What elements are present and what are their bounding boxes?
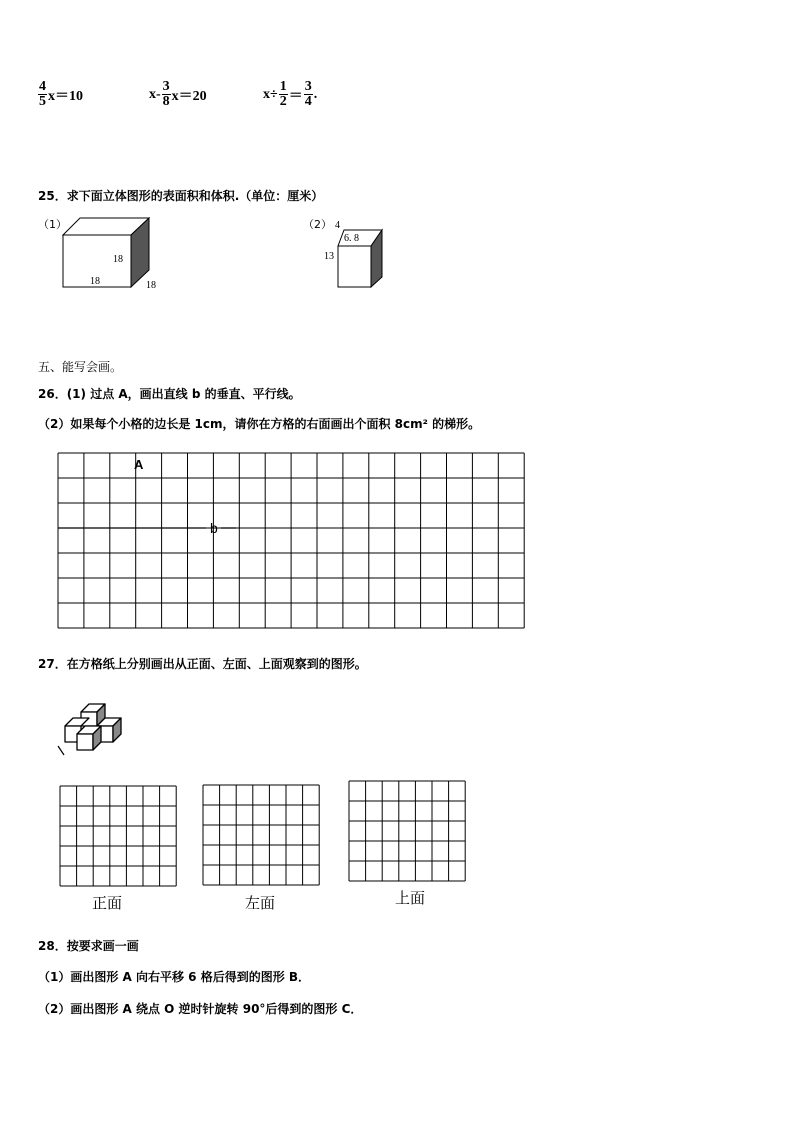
denominator: 8 — [162, 94, 170, 109]
q28-part1: （1）画出图形 A 向右平移 6 格后得到的图形 B． — [38, 970, 311, 984]
equation-rest: x＝10 — [48, 88, 83, 104]
fig2-top-label: 4 — [335, 220, 340, 231]
point-a-label: A — [134, 457, 144, 472]
fig1-width-label: 18 — [146, 280, 156, 291]
q25-title: 25．求下面立体图形的表面积和体积.（单位：厘米） — [38, 189, 324, 203]
denominator: 4 — [304, 94, 312, 109]
q25-fig2-label: （2） — [303, 218, 332, 231]
equation-prefix: x- — [149, 86, 161, 102]
grid-label-front: 正面 — [92, 894, 123, 912]
numerator: 4 — [39, 79, 46, 94]
q26-part2: （2）如果每个小格的边长是 1cm，请你在方格的右面画出个面积 8cm² 的梯形。 — [38, 417, 481, 431]
denominator: 2 — [279, 94, 287, 109]
numerator: 1 — [279, 79, 287, 94]
equals-sign: ＝ — [288, 88, 303, 104]
equation-prefix: x÷ — [263, 86, 278, 102]
q26-part1: 26．(1) 过点 A，画出直线 b 的垂直、平行线。 — [38, 387, 301, 401]
section-title: 五、能写会画。 — [38, 360, 123, 374]
q25-fig1-label: （1） — [38, 218, 67, 231]
fig2-height-label: 13 — [324, 251, 334, 262]
grid-label-left: 左面 — [245, 894, 276, 912]
numerator: 3 — [162, 79, 170, 94]
denominator: 5 — [39, 94, 46, 109]
period: . — [313, 86, 318, 102]
q28-title: 28．按要求画一画 — [38, 939, 139, 953]
fig1-height-label: 18 — [113, 254, 123, 265]
q27-title: 27．在方格纸上分别画出从正面、左面、上面观察到的图形。 — [38, 657, 367, 671]
grid-label-top: 上面 — [395, 889, 426, 907]
line-b-label: b — [210, 520, 218, 536]
numerator: 3 — [304, 79, 312, 94]
q28-part2: （2）画出图形 A 绕点 O 逆时针旋转 90°后得到的图形 C． — [38, 1002, 363, 1016]
fig2-width-label: 6. 8 — [344, 233, 359, 244]
equation-rest: x＝20 — [171, 88, 207, 104]
fig1-length-label: 18 — [90, 276, 100, 287]
